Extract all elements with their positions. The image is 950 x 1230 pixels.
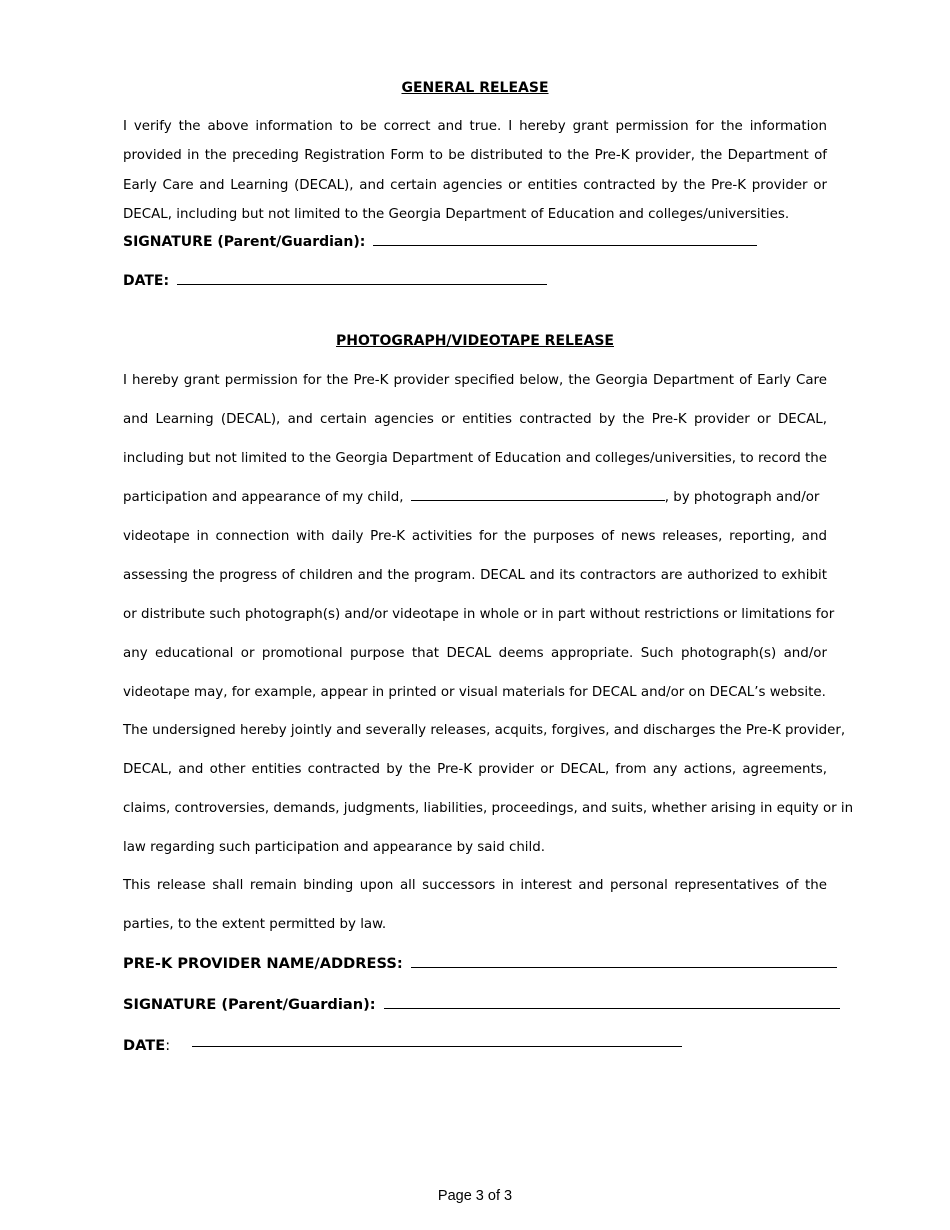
paragraph-line: Early Care and Learning (DECAL), and certain agencies or entities contracted by the Pre-K provider or	[123, 177, 827, 193]
photo-date-label: DATE	[123, 1037, 166, 1054]
child-line-after: , by photograph and/or	[664, 490, 820, 505]
photo-release-paragraph-1	[123, 361, 835, 712]
paragraph-line: DECAL, and other entities contracted by the Pre-K provider or DECAL, from any actions, agreements,	[123, 762, 827, 777]
general-date-line[interactable]	[177, 274, 547, 285]
paragraph-line: law regarding such participation and appearance by said child.	[123, 840, 546, 855]
paragraph-line: or distribute such photograph(s) and/or videotape in whole or in part without restrictions or limitations for	[123, 607, 835, 622]
child-line-before: participation and appearance of my child,	[123, 490, 404, 505]
photo-signature-label: SIGNATURE (Parent/Guardian):	[123, 996, 376, 1013]
child-name-line	[123, 478, 827, 517]
photo-release-heading: PHOTOGRAPH/VIDEOTAPE RELEASE	[336, 333, 614, 349]
child-name-blank[interactable]	[411, 489, 665, 501]
paragraph-line: any educational or promotional purpose that DECAL deems appropriate. Such photograph(s) and/or	[123, 646, 827, 661]
photo-date-colon: :	[165, 1037, 171, 1054]
paragraph-line: This release shall remain binding upon all successors in interest and personal representatives of the	[123, 878, 827, 893]
paragraph-line: I verify the above information to be correct and true. I hereby grant permission for the information	[123, 119, 827, 134]
photo-date-line[interactable]	[192, 1046, 682, 1047]
photo-release-paragraph-3	[123, 866, 827, 944]
photo-signature-line[interactable]	[384, 998, 840, 1009]
paragraph-line: DECAL, including but not limited to the Georgia Department of Education and colleges/universities.	[123, 206, 790, 222]
paragraph-line: provided in the preceding Registration Form to be distributed to the Pre-K provider, the Department of	[123, 148, 827, 164]
paragraph-line: assessing the progress of children and the program. DECAL and its contractors are authorized to exhibit	[123, 568, 827, 583]
photo-signature-field	[123, 996, 840, 1013]
paragraph-line: including but not limited to the Georgia Department of Education and colleges/universities, to record the	[123, 451, 827, 466]
general-date-field	[123, 273, 547, 289]
general-release-heading: GENERAL RELEASE	[401, 80, 549, 96]
photo-release-paragraph-2	[123, 711, 854, 867]
page-number: Page 3 of 3	[437, 1188, 513, 1204]
general-signature-line[interactable]	[373, 235, 757, 246]
general-date-label: DATE:	[123, 273, 170, 289]
general-release-paragraph	[123, 112, 827, 229]
provider-line[interactable]	[411, 957, 837, 968]
paragraph-line: and Learning (DECAL), and certain agencies or entities contracted by the Pre-K provider or DECAL,	[123, 412, 827, 427]
provider-label: PRE-K PROVIDER NAME/ADDRESS:	[123, 955, 403, 972]
provider-field	[123, 955, 837, 972]
paragraph-line: The undersigned hereby jointly and severally releases, acquits, forgives, and discharges the Pre-K provider,	[123, 723, 846, 738]
paragraph-line: I hereby grant permission for the Pre-K provider specified below, the Georgia Department of Early Care	[123, 373, 827, 388]
paragraph-line: claims, controversies, demands, judgments, liabilities, proceedings, and suits, whether arising in equity or in	[123, 801, 854, 816]
paragraph-line: parties, to the extent permitted by law.	[123, 917, 387, 932]
general-signature-field	[123, 234, 757, 250]
paragraph-line: videotape in connection with daily Pre-K activities for the purposes of news releases, reporting, and	[123, 529, 827, 544]
general-signature-label: SIGNATURE (Parent/Guardian):	[123, 234, 366, 250]
photo-date-field	[123, 1037, 170, 1054]
paragraph-line: videotape may, for example, appear in printed or visual materials for DECAL and/or on DECAL’s website.	[123, 685, 826, 700]
